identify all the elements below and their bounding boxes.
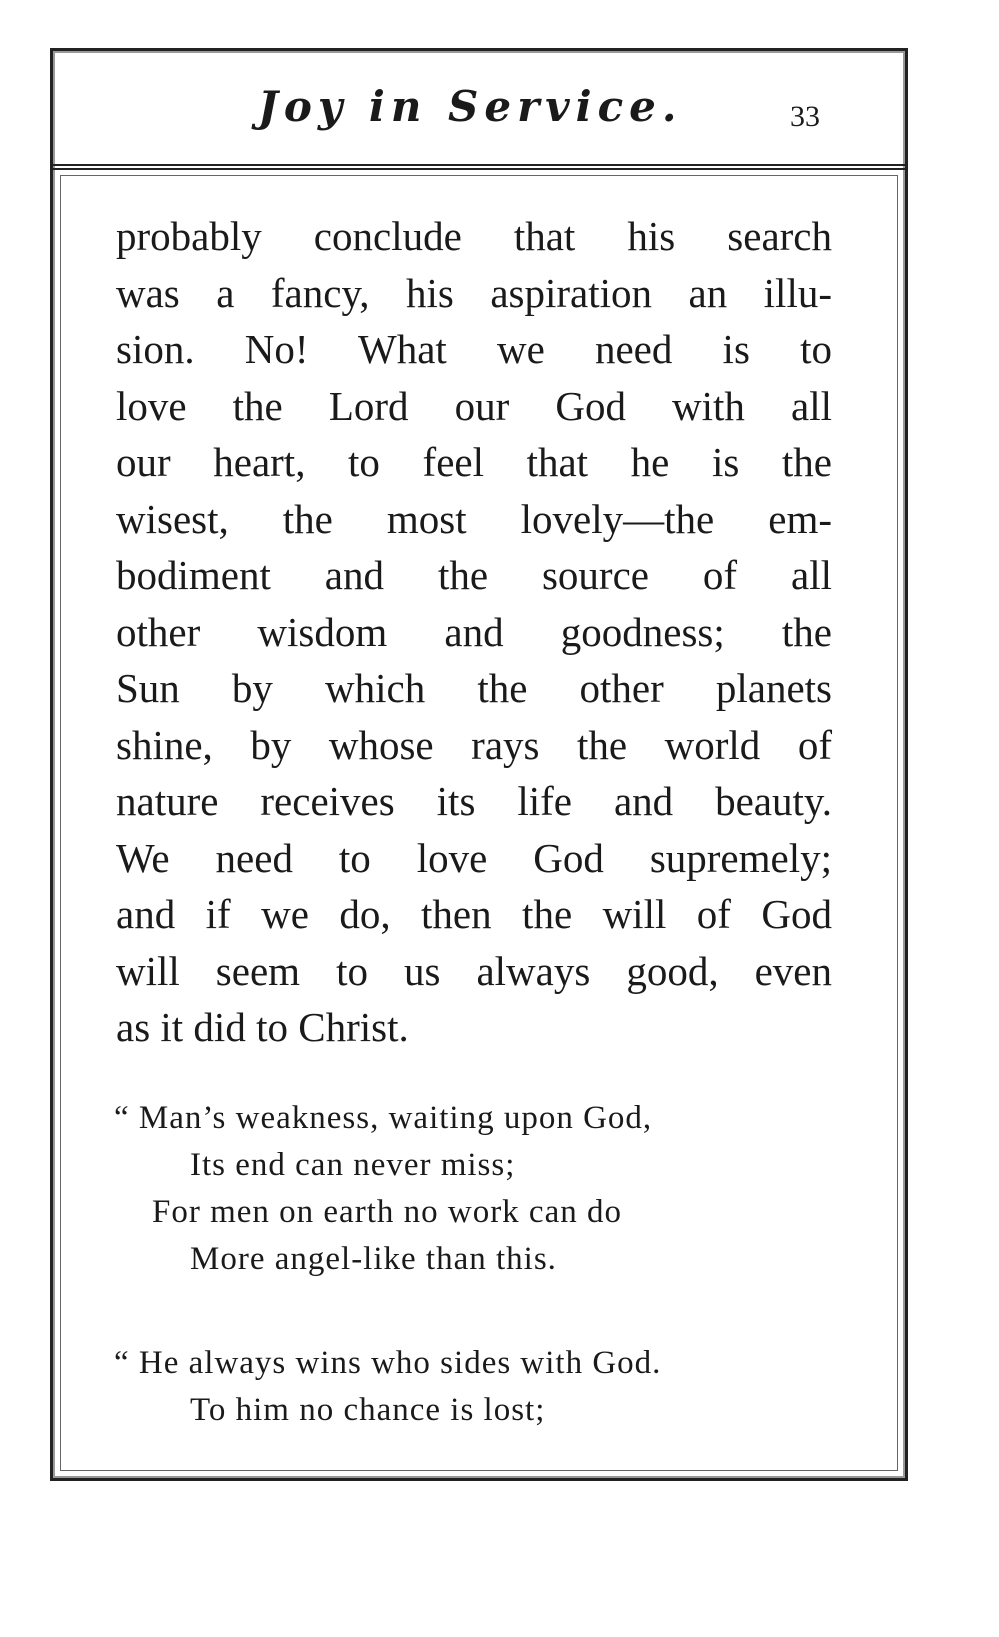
prose-line: and if we do, then the will of God xyxy=(116,891,832,937)
poem-line: More angel-like than this. xyxy=(190,1241,557,1277)
prose-line: wisest, the most lovely—the em- xyxy=(116,495,832,542)
page-number: 33 xyxy=(790,100,820,133)
poem-line: To him no chance is lost; xyxy=(190,1392,546,1428)
poem-line: For men on earth no work can do xyxy=(152,1194,622,1230)
prose-line: other wisdom and goodness; the xyxy=(116,608,832,655)
prose-line: our heart, to feel that he is the xyxy=(116,439,832,485)
prose-line: Sun by which the other planets xyxy=(116,665,832,711)
prose-line: shine, by whose rays the world of xyxy=(116,721,832,768)
poem-line: “ He always wins who sides with God. xyxy=(114,1345,662,1381)
poem-line: Its end can never miss; xyxy=(190,1147,516,1183)
prose-line: will seem to us always good, even xyxy=(116,947,832,994)
running-title: Joy in Service. xyxy=(258,82,683,131)
prose-line: as it did to Christ. xyxy=(116,1004,409,1050)
prose-line: sion. No! What we need is to xyxy=(116,326,832,372)
prose-line: bodiment and the source of all xyxy=(116,552,832,598)
prose-line: love the Lord our God with all xyxy=(116,382,832,429)
prose-line: We need to love God supremely; xyxy=(116,834,832,881)
prose-line: probably conclude that his search xyxy=(116,213,832,259)
poem-line: “ Man’s weakness, waiting upon God, xyxy=(114,1100,653,1136)
prose-line: was a fancy, his aspiration an illu- xyxy=(116,269,832,316)
body-paragraph xyxy=(116,208,832,1056)
prose-line: nature receives its life and beauty. xyxy=(116,778,832,824)
